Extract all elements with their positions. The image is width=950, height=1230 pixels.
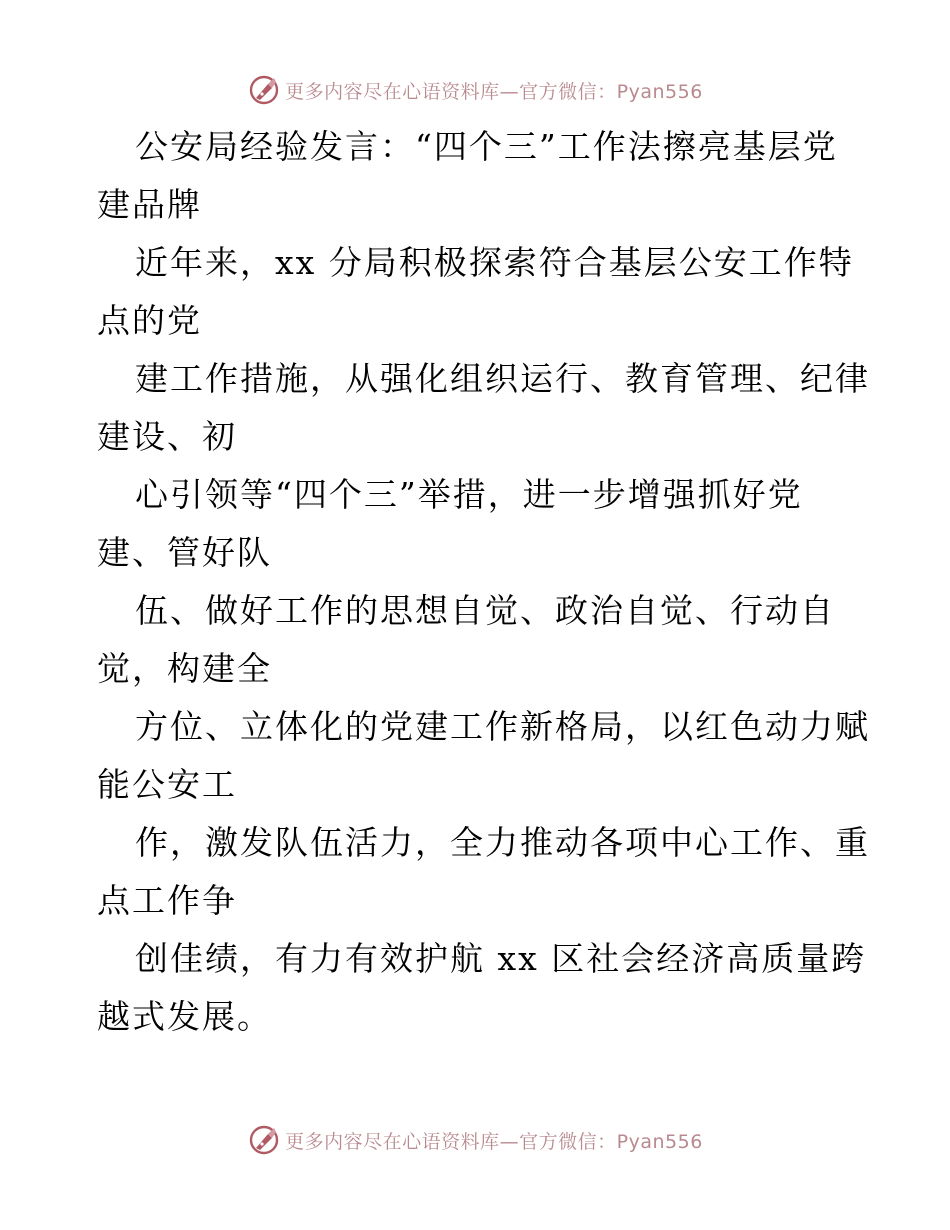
paragraph-line: 点的党 [97, 301, 202, 340]
paragraph-line: 近年来，xx 分局积极探索符合基层公安工作特 [135, 243, 854, 282]
watermark-text: 更多内容尽在心语资料库—官方微信：Pyan556 [285, 1130, 703, 1153]
paragraph-line: 建设、初 [97, 417, 237, 456]
title-line-2: 建品牌 [97, 185, 202, 224]
pen-nib-logo-icon [247, 1123, 281, 1157]
paragraph-line: 心引领等“四个三”举措，进一步增强抓好党 [135, 475, 803, 514]
header-watermark [0, 70, 950, 110]
paragraph-line: 建工作措施，从强化组织运行、教育管理、纪律 [135, 359, 870, 398]
paragraph-line: 能公安工 [97, 765, 237, 804]
paragraph-line: 创佳绩，有力有效护航 xx 区社会经济高质量跨 [135, 939, 867, 978]
paragraph-line: 觉，构建全 [97, 649, 272, 688]
paragraph-line: 方位、立体化的党建工作新格局，以红色动力赋 [135, 707, 870, 746]
paragraph-line: 建、管好队 [97, 533, 272, 572]
document-body [97, 118, 870, 1046]
paragraph-line: 点工作争 [97, 881, 237, 920]
pen-nib-logo-icon [247, 73, 281, 107]
paragraph-line: 越式发展。 [97, 997, 272, 1036]
paragraph-line: 作，激发队伍活力，全力推动各项中心工作、重 [135, 823, 870, 862]
footer-watermark [0, 1120, 950, 1160]
watermark-text: 更多内容尽在心语资料库—官方微信：Pyan556 [285, 80, 703, 103]
paragraph-line: 伍、做好工作的思想自觉、政治自觉、行动自 [135, 591, 835, 630]
title-line-1: 公安局经验发言：“四个三”工作法擦亮基层党 [135, 127, 838, 166]
